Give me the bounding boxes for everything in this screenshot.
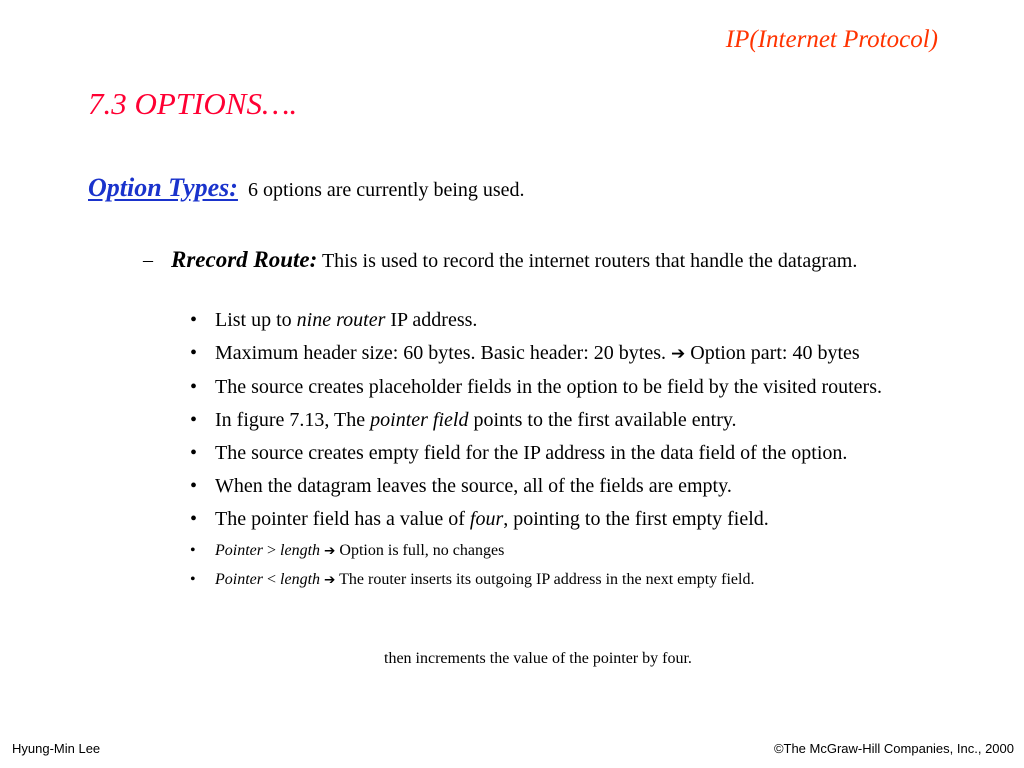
list-item bbox=[190, 340, 950, 368]
bullet-emphasis: Pointer bbox=[215, 542, 263, 559]
bullet-list bbox=[190, 307, 950, 597]
bullet-marker: • bbox=[190, 508, 198, 530]
list-item bbox=[190, 407, 950, 434]
bullet-text: Option is full, no changes bbox=[335, 542, 505, 559]
right-arrow-icon: ➔ bbox=[324, 543, 336, 559]
list-item bbox=[190, 473, 950, 500]
bullet-operator: < bbox=[263, 571, 281, 588]
bullet-text: Maximum header size: 60 bytes. Basic header: 20 bytes. bbox=[215, 342, 671, 364]
bullet-marker: • bbox=[190, 475, 198, 497]
bullet-text: IP address. bbox=[385, 309, 478, 331]
bullet-text: When the datagram leaves the source, all of the fields are empty. bbox=[215, 475, 732, 497]
list-item bbox=[190, 539, 950, 563]
list-item bbox=[190, 307, 950, 334]
bullet-emphasis: length bbox=[280, 542, 321, 559]
right-arrow-icon: ➔ bbox=[671, 344, 686, 364]
bullet-text: , pointing to the first empty field. bbox=[503, 508, 769, 530]
bullet-marker: • bbox=[190, 542, 196, 559]
bullet-emphasis: four bbox=[469, 508, 504, 530]
list-item bbox=[190, 374, 950, 401]
bullet-text: The source creates empty field for the IP address in the data field of the option. bbox=[215, 442, 848, 464]
header-title: IP(Internet Protocol) bbox=[725, 26, 938, 53]
bullet-emphasis: pointer field bbox=[370, 409, 469, 431]
right-arrow-icon: ➔ bbox=[324, 572, 336, 588]
bullet-emphasis: Pointer bbox=[215, 571, 263, 588]
bullet-text: The pointer field has a value of bbox=[215, 508, 470, 530]
bullet-emphasis: length bbox=[280, 571, 321, 588]
footer-author: Hyung-Min Lee bbox=[12, 741, 101, 756]
bullet-marker: • bbox=[190, 571, 196, 588]
option-types-description: 6 options are currently being used. bbox=[247, 179, 525, 201]
record-route-term: Rrecord Route: bbox=[171, 247, 318, 272]
bullet-emphasis: nine router bbox=[296, 309, 386, 331]
bullet-text: The source creates placeholder fields in the option to be field by the visited routers. bbox=[215, 376, 883, 398]
bullet-text: points to the first available entry. bbox=[468, 409, 737, 431]
list-item bbox=[190, 440, 950, 467]
section-title: 7.3 OPTIONS…. bbox=[88, 86, 298, 121]
bullet-operator: > bbox=[263, 542, 281, 559]
footer-copyright: ©The McGraw-Hill Companies, Inc., 2000 bbox=[773, 741, 1014, 756]
bullet-text: In figure 7.13, The bbox=[215, 409, 371, 431]
list-item bbox=[190, 506, 950, 533]
bullet-marker: • bbox=[190, 309, 198, 331]
bullet-marker: • bbox=[190, 442, 198, 464]
record-route-description: This is used to record the internet routers that handle the datagram. bbox=[321, 250, 858, 272]
bullet-marker: • bbox=[190, 342, 198, 364]
bullet-marker: • bbox=[190, 376, 198, 398]
option-types-line bbox=[88, 173, 525, 203]
record-route-item bbox=[143, 246, 883, 275]
dash-marker: – bbox=[143, 249, 153, 271]
bullet-marker: • bbox=[190, 409, 198, 431]
bullet-text: The router inserts its outgoing IP address in the next empty field. bbox=[335, 571, 755, 588]
continuation-text: then increments the value of the pointer by four. bbox=[384, 650, 692, 667]
bullet-text: List up to bbox=[215, 309, 297, 331]
list-item bbox=[190, 568, 950, 592]
bullet-text: Option part: 40 bytes bbox=[685, 342, 860, 364]
option-types-heading: Option Types: bbox=[88, 173, 238, 202]
